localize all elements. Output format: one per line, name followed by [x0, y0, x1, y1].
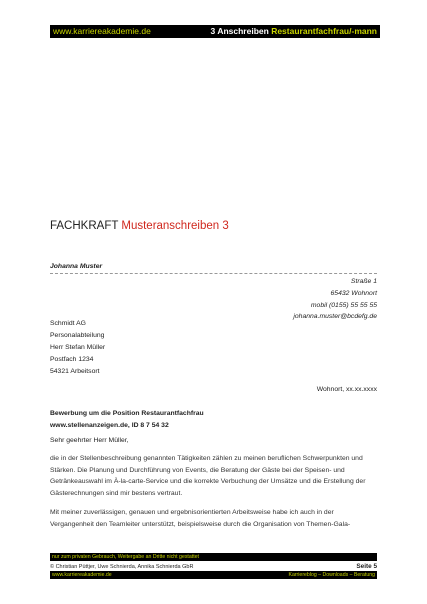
footer-notice: nur zum privaten Gebrauch, Weitergabe an Dritte nicht gestattet [50, 553, 377, 561]
footer-copyright: © Christian Püttjer, Uwe Schnierda, Annika Schnierda GbR [50, 563, 194, 570]
header-section-label [211, 25, 377, 38]
header-site-link[interactable]: www.karriereakademie.de [53, 26, 151, 36]
body-paragraph-1: die in der Stellenbeschreibung genannten Tätigkeiten zählen zu meinen beruflichen Schwerpunkten und Stärken. Die Planung und Durchführung von Events, die Beratung der Gäste bei der Speisen- und Getränkeauswahl im À-la-carte-Service und die korrekte Verbuchung der Umsätze und die Erstellung der Gästerechnungen sind mir bestens vertraut. [50, 455, 366, 497]
place-date: Wohnort, xx.xx.xxxx [316, 386, 377, 393]
sender-name: Johanna Muster [50, 263, 103, 270]
document-title [50, 220, 229, 232]
footer-site-link[interactable]: www.karriereakademie.de [52, 572, 112, 578]
subject-block [50, 408, 204, 431]
recipient-company: Schmidt AG [50, 320, 86, 327]
footer-links[interactable]: Karriereblog – Downloads – Beratung [288, 572, 375, 578]
footer-copyright-row [50, 562, 377, 571]
header-bar [50, 25, 380, 38]
sender-email: johanna.muster@bcdefg.de [293, 313, 377, 321]
subject-line-2: www.stellenanzeigen.de, ID 8 7 54 32 [50, 421, 169, 429]
title-prefix: FACHKRAFT [50, 220, 119, 232]
salutation: Sehr geehrter Herr Müller, [50, 437, 129, 444]
sender-city: 65432 Wohnort [330, 289, 377, 297]
sender-address [293, 276, 377, 323]
footer-bar [50, 571, 377, 579]
recipient-person: Herr Stefan Müller [50, 344, 106, 351]
sender-street: Straße 1 [350, 278, 377, 285]
sender-divider [50, 273, 377, 274]
body-paragraph-2: Mit meiner zuverlässigen, genauen und ergebnisorientierten Arbeitsweise habe ich auch in der Vergangenheit den Teamleiter unterstützt, beispielsweise durch die Organisation von Themen-Gala- [50, 509, 351, 528]
page-number: Seite 5 [356, 563, 377, 570]
sender-phone: mobil (0155) 55 55 55 [310, 301, 377, 309]
recipient-city: 54321 Arbeitsort [50, 368, 100, 375]
recipient-address [50, 318, 105, 378]
recipient-department: Personalabteilung [50, 332, 105, 339]
header-label-prefix: 3 Anschreiben [210, 26, 269, 36]
subject-line-1: Bewerbung um die Position Restaurantfachfrau [50, 410, 204, 417]
recipient-postbox: Postfach 1234 [50, 356, 94, 363]
title-accent: Musteranschreiben 3 [121, 220, 229, 232]
header-label-highlight: Restaurantfachfrau/-mann [271, 26, 377, 36]
